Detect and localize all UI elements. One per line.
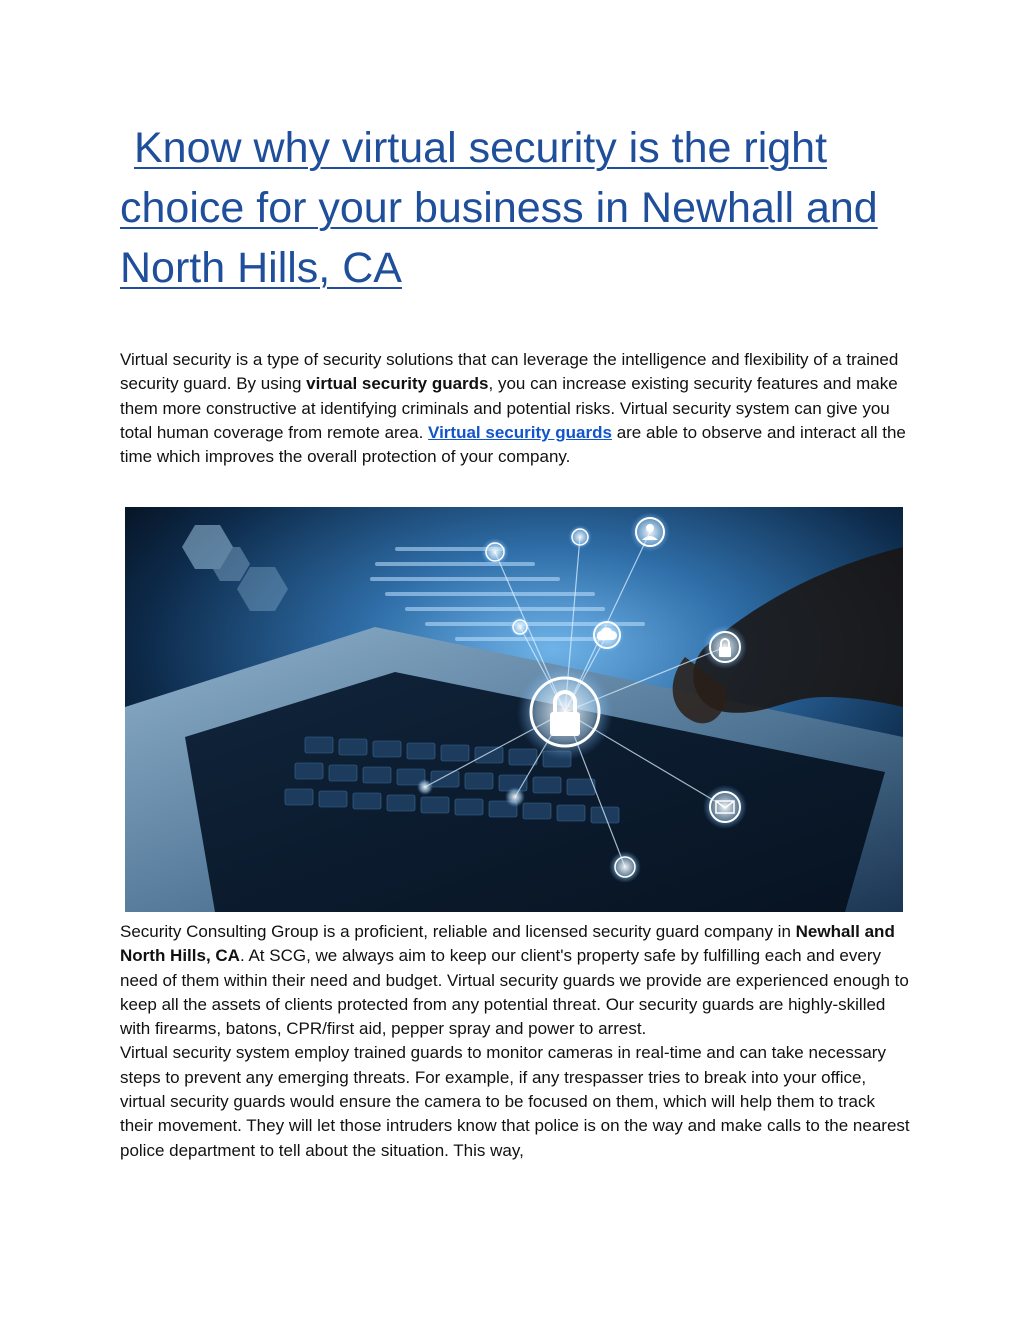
wifi-icon (481, 538, 509, 566)
title-container (106, 118, 910, 298)
intro-text-1: Virtual security is a type of security solutions that can leverage the intelligence and flexibility of a trained security guard. By using (120, 350, 899, 394)
virtual-security-guards-link[interactable]: Virtual security guards (428, 422, 612, 442)
title-line-1: Know why virtual security is the right (134, 124, 828, 172)
company-location-bold: Newhall and North Hills, CA (120, 922, 895, 966)
document-page (120, 118, 910, 469)
intro-bold-keyword: virtual security guards (306, 374, 489, 394)
intro-text-3: are able to observe and interact all the time which improves the overall protection of your company. (120, 422, 906, 467)
hero-image-laptop-security (125, 507, 903, 912)
lock-icon (703, 625, 747, 669)
intro-paragraph (120, 348, 910, 469)
company-text-2: . At SCG, we always aim to keep our client's property safe by fulfilling each and every need of them within their need and budget. Virtual security guards we provide are experienced enough to keep all the assets of clients protected from any potential threat. Our security guards are highly-skilled with firearms, batons, CPR/first aid, pepper spray and power to arrest. (120, 946, 909, 1039)
company-paragraph (120, 920, 910, 1041)
intro-text-2: , you can increase existing security features and make them more constructive at identifying criminals and potential risks. Virtual security system can give you total human coverage from remote area. (120, 374, 898, 442)
title-line-2: choice for your business in Newhall and (120, 184, 878, 232)
user-icon (630, 512, 670, 552)
main-lock-icon (517, 664, 613, 760)
company-text-1: Security Consulting Group is a proficient, reliable and licensed security guard company in (120, 922, 796, 941)
cloud-icon (589, 617, 625, 653)
body-content (120, 920, 910, 1163)
page-title[interactable] (106, 118, 910, 298)
mail-icon (703, 785, 747, 829)
virtual-system-paragraph: Virtual security system employ trained guards to monitor cameras in real-time and can take necessary steps to prevent any emerging threats. For example, if any trespasser tries to break into your office, virtual security guards would ensure the camera to be focused on them, which will help them to track their movement. They will let those intruders know that police is on the way and make calls to the nearest police department to tell about the situation. This way, (120, 1043, 910, 1160)
title-line-3: North Hills, CA (120, 244, 402, 292)
